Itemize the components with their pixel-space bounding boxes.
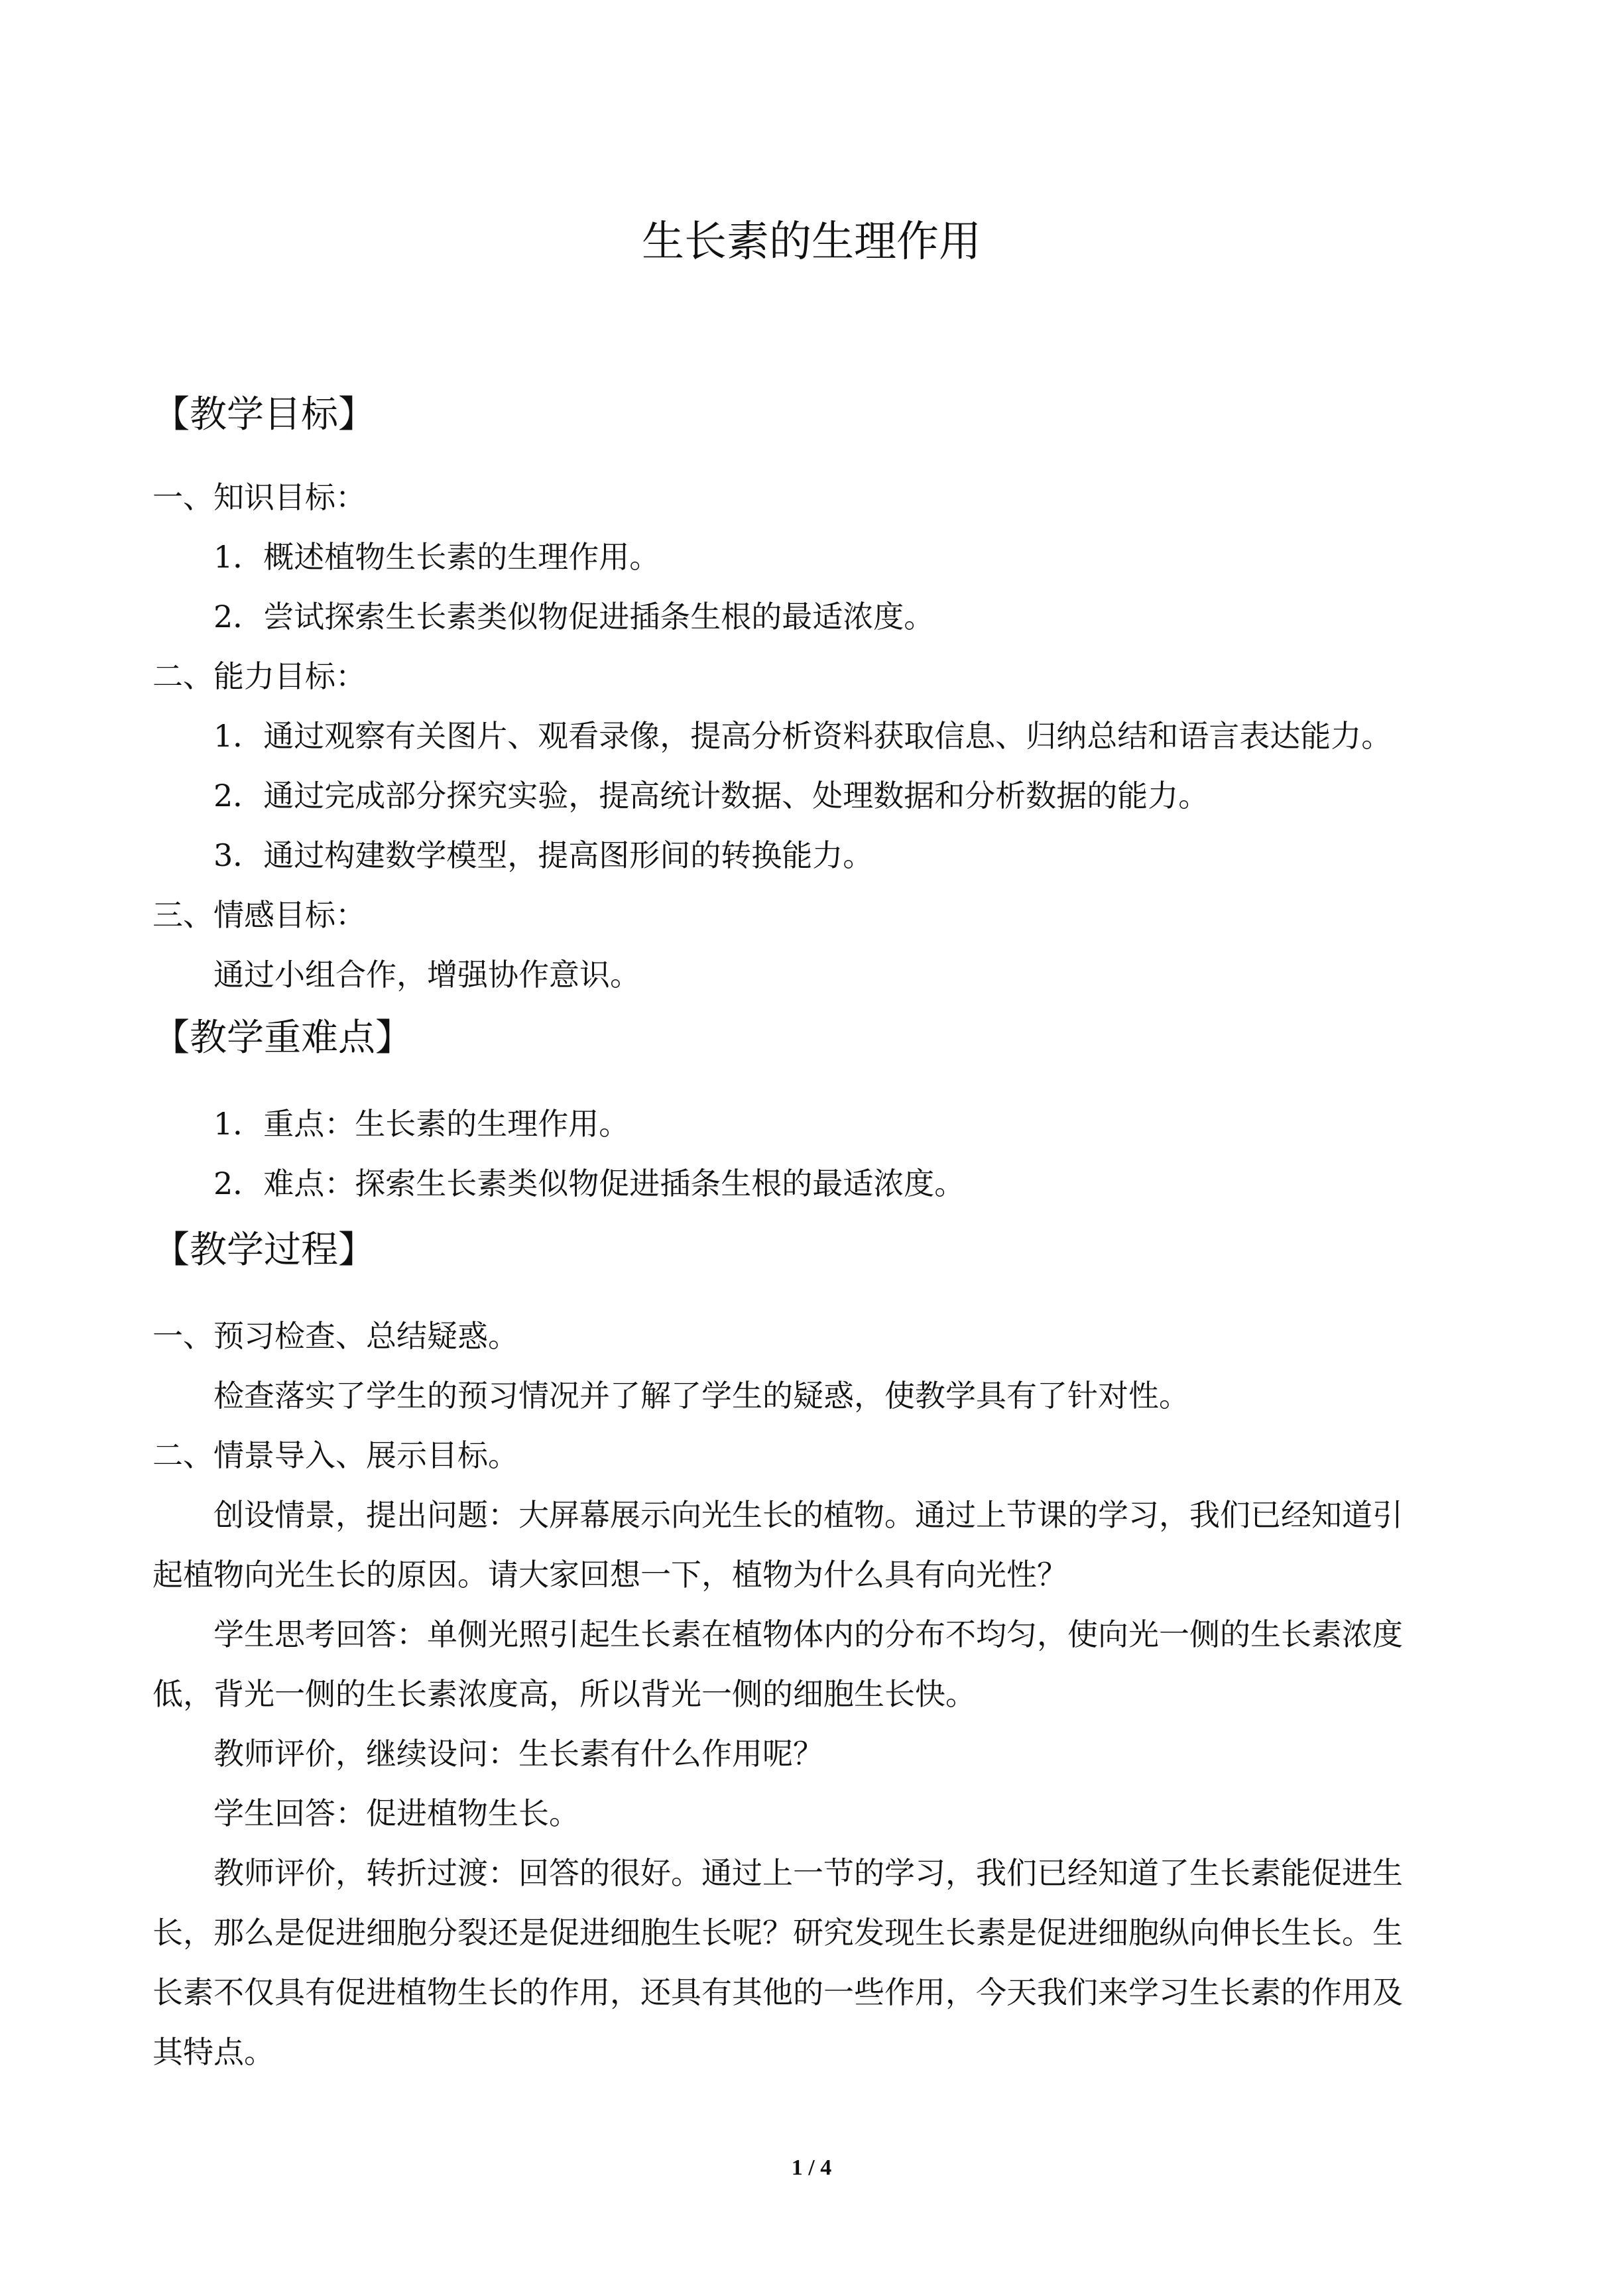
paragraph-3: 教师评价，继续设问：生长素有什么作用呢？ — [213, 1736, 823, 1772]
paragraph-5-line-3: 长素不仅具有促进植物生长的作用，还具有其他的一些作用，今天我们来学习生长素的作用及 — [152, 1974, 1403, 2010]
knowledge-goal-1: 1．概述植物生长素的生理作用。 — [213, 539, 660, 575]
ability-goal-heading: 二、能力目标： — [152, 658, 366, 694]
ability-goal-3: 3．通过构建数学模型，提高图形间的转换能力。 — [213, 837, 874, 873]
section-heading-process: 【教学过程】 — [152, 1229, 375, 1272]
paragraph-1-line-1: 创设情景，提出问题：大屏幕展示向光生长的植物。通过上节课的学习，我们已经知道引 — [213, 1497, 1403, 1533]
paragraph-1-line-2: 起植物向光生长的原因。请大家回想一下，植物为什么具有向光性？ — [152, 1557, 1067, 1593]
paragraph-5-line-1: 教师评价，转折过渡：回答的很好。通过上一节的学习，我们已经知道了生长素能促进生 — [213, 1855, 1403, 1891]
key-point-1: 1．重点：生长素的生理作用。 — [213, 1106, 630, 1142]
section-heading-goals: 【教学目标】 — [152, 393, 375, 436]
paragraph-5-line-2: 长，那么是促进细胞分裂还是促进细胞生长呢？研究发现生长素是促进细胞纵向伸长生长。生 — [152, 1915, 1403, 1951]
emotion-goal-heading: 三、情感目标： — [152, 897, 366, 933]
ability-goal-2: 2．通过完成部分探究实验，提高统计数据、处理数据和分析数据的能力。 — [213, 778, 1209, 814]
paragraph-2-line-2: 低，背光一侧的生长素浓度高，所以背光一侧的细胞生长快。 — [152, 1676, 976, 1712]
section-heading-key-points: 【教学重难点】 — [152, 1016, 412, 1059]
document-title: 生长素的生理作用 — [642, 217, 981, 267]
ability-goal-1: 1．通过观察有关图片、观看录像，提高分析资料获取信息、归纳总结和语言表达能力。 — [213, 718, 1392, 754]
paragraph-5-line-4: 其特点。 — [152, 2034, 274, 2070]
page-number: 1 / 4 — [791, 2155, 832, 2180]
emotion-goal-1: 通过小组合作，增强协作意识。 — [213, 957, 640, 993]
knowledge-goal-2: 2．尝试探索生长素类似物促进插条生根的最适浓度。 — [213, 599, 935, 634]
process-step1-heading: 一、预习检查、总结疑惑。 — [152, 1318, 518, 1354]
knowledge-goal-heading: 一、知识目标： — [152, 479, 366, 515]
paragraph-4: 学生回答：促进植物生长。 — [213, 1795, 579, 1831]
key-point-2: 2．难点：探索生长素类似物促进插条生根的最适浓度。 — [213, 1166, 965, 1201]
process-step1-text: 检查落实了学生的预习情况并了解了学生的疑惑，使教学具有了针对性。 — [213, 1378, 1189, 1414]
paragraph-2-line-1: 学生思考回答：单侧光照引起生长素在植物体内的分布不均匀，使向光一侧的生长素浓度 — [213, 1616, 1403, 1652]
process-step2-heading: 二、情景导入、展示目标。 — [152, 1437, 518, 1473]
